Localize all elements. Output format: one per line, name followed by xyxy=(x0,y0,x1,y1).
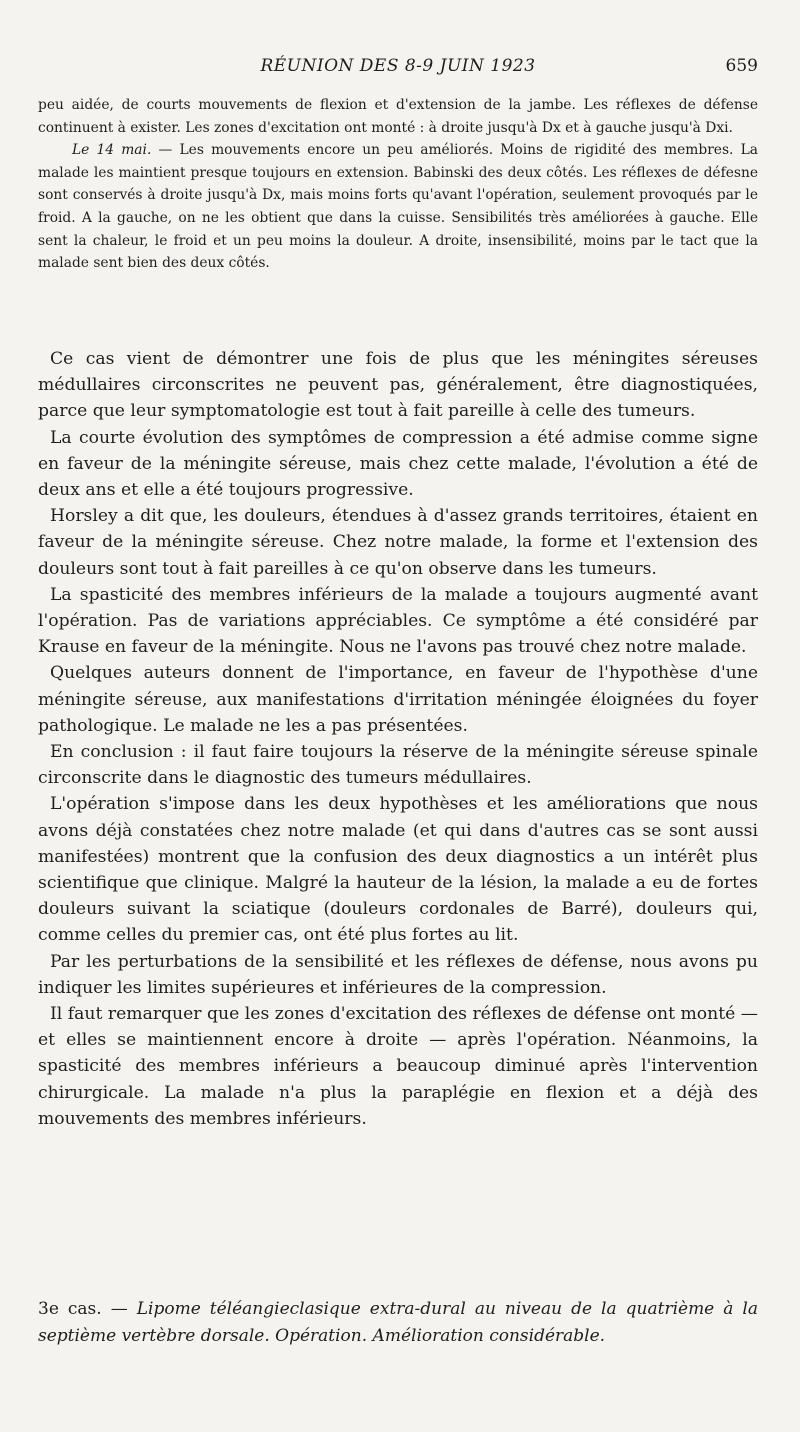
body-paragraph: Il faut remarquer que les zones d'excitation des réflexes de défense ont monté — et elles se maintiennent encore à droite — après l'opération. Néanmoins, la spasticité des membres inférieurs a beaucoup diminué après l'intervention chirurgicale. La malade n'a plus la paraplégie en flexion et a déjà des mouvements des membres inférieurs. xyxy=(38,1004,758,1129)
page-number: 659 xyxy=(725,56,758,76)
notes-text: — Les mouvements encore un peu améliorés. Moins de rigidité des membres. La malade les maintient presque toujours en extension. Babinski des deux côtés. Les réflexes de défesne sont conservés à droite jusqu'à Dx, mais moins forts qu'avant l'opération, seulement provoqués par le froid. A la gauche, on ne les obtient que dans la cuisse. Sensibilités très améliorées à gauche. Elle sent la chaleur, le froid et un peu moins la douleur. A droite, insensibilité, moins par le tact que la malade sent bien des deux côtés. xyxy=(38,142,758,272)
notes-paragraph xyxy=(38,94,758,139)
case-label: 3e cas. xyxy=(38,1299,102,1319)
case-notes-small-print xyxy=(38,94,758,275)
running-title: RÉUNION DES 8-9 JUIN 1923 xyxy=(260,56,536,76)
body-paragraph: Quelques auteurs donnent de l'importance, en faveur de l'hypothèse d'une méningite séreuse, aux manifestations d'irritation méningée éloignées du foyer pathologique. Le malade ne les a pas présentées. xyxy=(38,663,758,736)
body-paragraph: L'opération s'impose dans les deux hypothèses et les améliorations que nous avons déjà constatées chez notre malade (et qui dans d'autres cas se sont aussi manifestées) montrent que la confusion des deux diagnostics a un intérêt plus scientifique que clinique. Malgré la hauteur de la lésion, la malade a eu de fortes douleurs suivant la sciatique (douleurs cordonales de Barré), douleurs qui, comme celles du premier cas, ont été plus fortes au lit. xyxy=(38,794,758,946)
body-paragraph: La spasticité des membres inférieurs de la malade a toujours augmenté avant l'opération. Pas de variations appréciables. Ce symptôme a été considéré par Krause en faveur de la méningite. Nous ne l'avons pas trouvé chez notre malade. xyxy=(38,584,758,658)
notes-date: Le 14 mai. xyxy=(72,142,152,159)
body-paragraph: Horsley a dit que, les douleurs, étendues à d'assez grands territoires, étaient en faveur de la méningite séreuse. Chez notre malade, la forme et l'extension des douleurs sont tout à fait pareilles à ce qu'on observe dans les tumeurs. xyxy=(38,506,758,579)
running-header xyxy=(38,56,758,82)
case-heading xyxy=(38,1296,758,1350)
body-paragraph: Ce cas vient de démontrer une fois de plus que les méningites séreuses médullaires circonscrites ne peuvent pas, généralement, être diagnostiquées, parce que leur symptomatologie est tout à fait pareille à celle des tumeurs. xyxy=(38,349,758,422)
body-paragraph: La courte évolution des symptômes de compression a été admise comme signe en faveur de la méningite séreuse, mais chez cette malade, l'évolution a été de deux ans et elle a été toujours progressive. xyxy=(38,427,758,501)
notes-text: peu aidée, de courts mouvements de flexion et d'extension de la jambe. Les réflexes de défense continuent à exister. Les zones d'excitation ont monté : à droite jusqu'à Dx et à gauche jusqu'à Dxi. xyxy=(38,97,758,136)
case-dash: — xyxy=(101,1299,137,1319)
body-paragraph: En conclusion : il faut faire toujours la réserve de la méningite séreuse spinale circonscrite dans le diagnostic des tumeurs médullaires. xyxy=(38,742,758,789)
discussion-body xyxy=(38,346,758,1132)
body-paragraph: Par les perturbations de la sensibilité et les réflexes de défense, nous avons pu indiquer les limites supérieures et inférieures de la compression. xyxy=(38,951,758,998)
case-title: Lipome téléangieclasique extra-dural au niveau de la quatrième à la septième vertèbre dorsale. Opération. Amélioration considérable. xyxy=(38,1299,758,1346)
notes-paragraph xyxy=(38,139,758,275)
